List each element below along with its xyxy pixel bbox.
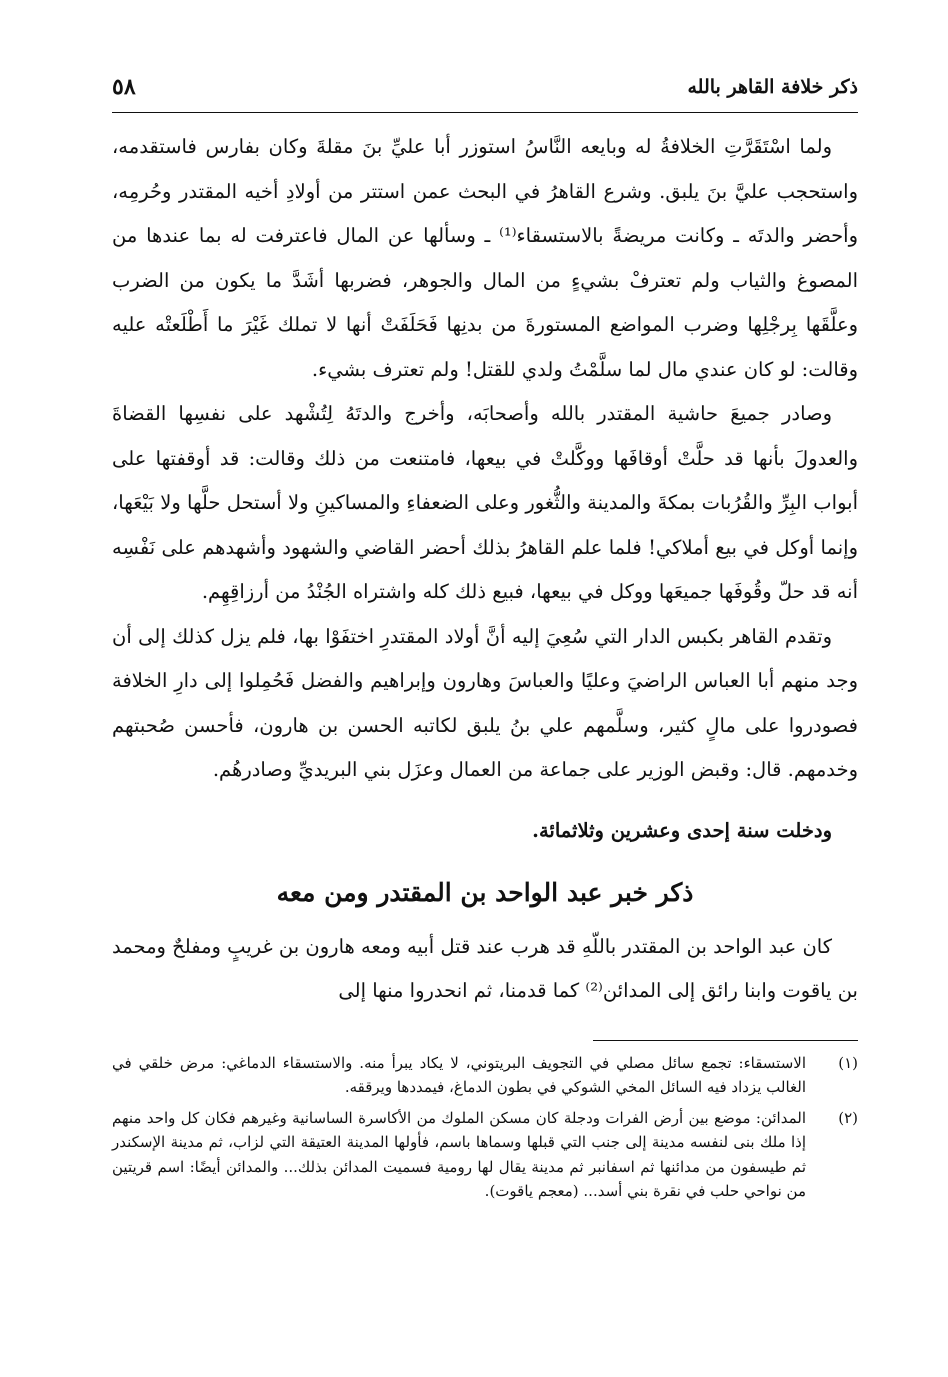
book-page	[112, 60, 858, 1340]
paragraph-1: ولما اسْتَقَرَّتِ الخلافةُ له وبايعه النَّاسُ استوزر أبا عليِّ بنَ مقلةَ وكان بفارس فاستقدمه، واستحجب عليَّ بنَ يلبق. وشرع القاهرُ في البحث عمن استتر من أولادِ أخيه المقتدر وحُرمِه، وأحضر والدتَه ـ وكانت مريضةً بالاستسقاء⁽¹⁾ ـ وسألها عن المال فاعترفت له بما عندها من المصوغ والثياب ولم تعترفْ بشيءٍ من المال والجوهر، فضربها أشَدَّ ما يكون من الضرب وعلَّقَها بِرجْلِها وضرب المواضع المستورةَ من بدنِها فَحَلَفَتْ أنها لا تملك غَيْرَ ما أَطْلَعتْه عليه وقالت: لو كان عندي مال لما سلَّمْتُ ولدي للقتل! ولم تعترف بشيء.	[112, 135, 858, 381]
paragraph-3: وتقدم القاهر بكبس الدار التي سُعِيَ إليه أنَّ أولاد المقتدرِ اختفَوْا بها، فلم يزل كذلك إلى أن وجد منهم أبا العباس الراضيَ وعليًا والعباسَ وهارون وإبراهيم والفضل فَحُمِلوا إلى دارِ الخلافة فصودروا على مالٍ كثير، وسلَّمهم علي بنُ يلبق لكاتبه الحسن بن هارون، فأحسن صُحبتهم وخدمهم. قال: وقبض الوزير على جماعة من العمال وعزَل بني البريديِّ وصادرهُم.	[112, 624, 858, 781]
running-header	[112, 60, 858, 113]
footnote-divider	[593, 1040, 858, 1041]
footnotes	[112, 1051, 858, 1204]
section-heading: ذكر خبر عبد الواحد بن المقتدر ومن معه	[276, 877, 694, 907]
paragraph-2: وصادر جميعَ حاشية المقتدر بالله وأصحابَه، وأخرج والدتَهُ لِتُشْهد على نفسِها القضاةَ والعدولَ بأنها قد حلَّتْ أوقافَها ووكَّلتْ في بيعها، فامتنعت من ذلك وقالت: قد أوقفتها على أبواب البِرِّ والقُرُبات بمكةَ والمدينة والثُّغور وعلى الضعفاءِ والمساكينِ ولا أستحل حلَّها ولا بَيْعَها، وإنما أوكل في بيع أملاكي! فلما علم القاهرُ بذلك أحضر القاضي والشهود وأشهدهم على نَفْسِه أنه قد حلّ وقُوفَها جميعَها ووكل في بيعها، فبيع ذلك كله واشتراه الجُنْدُ من أرزاقِهِم.	[112, 402, 858, 603]
footnote-text: المدائن: موضع بين أرض الفرات ودجلة كان مسكن الملوك من الأكاسرة الساسانية وغيرهم فكان كل واحد منهم إذا ملك بنى لنفسه مدينة إلى جنب التي قبلها وسماها باسم، فأولها المدينة العتيقة التي لزاب، ثم مدينة الإسكندر ثم طيسفون من مدائنها ثم اسفانبر ثم مدينة يقال لها رومية فسميت المدائن بذلك... والمدائن أيضًا: اسم قريتين من نواحي حلب في نقرة بني أسد... (معجم ياقوت).	[112, 1108, 806, 1200]
section-paragraph: كان عبد الواحد بن المقتدر باللّهِ قد هرب عند قتل أبيه ومعه هارون بن غريبٍ ومفلحٌ ومحمد بن ياقوت وابنا رائق إلى المدائن⁽²⁾ كما قدمنا، ثم انحدروا منها إلى	[112, 934, 858, 1002]
footnote-2	[112, 1106, 858, 1204]
footnote-number: (١)	[838, 1053, 858, 1072]
footnote-text: الاستسقاء: تجمع سائل مصلي في التجويف البريتوني، لا يكاد يبرأ منه. والاستسقاء الدماغي: مرض خلقي في الغالب يزداد فيه السائل المخي الشوكي في بطون الدماغ، فيمددها ويرققه.	[112, 1053, 806, 1096]
page-number: ٥٨	[112, 74, 136, 100]
footnote-number: (٢)	[838, 1108, 858, 1127]
body-text	[112, 125, 858, 1014]
running-title: ذكر خلافة القاهر بالله	[687, 76, 858, 98]
year-line: ودخلت سنة إحدى وعشرين وثلاثمائة.	[532, 818, 832, 842]
footnote-1	[112, 1051, 858, 1100]
